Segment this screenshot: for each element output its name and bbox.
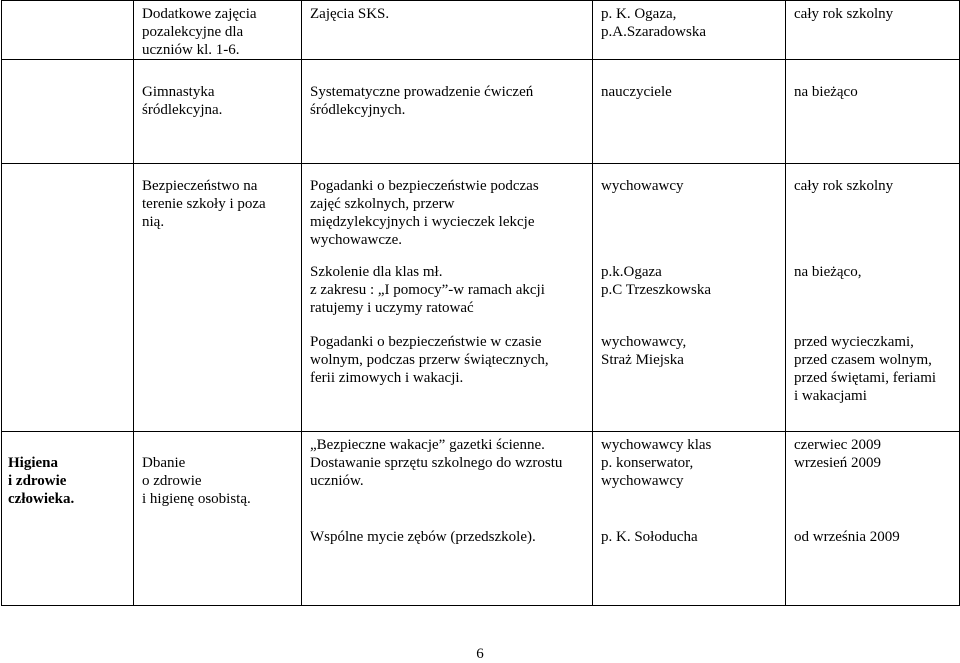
cell-text-line: Bezpieczeństwo na <box>142 178 258 194</box>
cell-text-line: z zakresu : „I pomocy”-w ramach akcji <box>310 282 545 298</box>
page-number: 6 <box>476 646 484 662</box>
cell-when <box>786 432 960 606</box>
cell-topic <box>134 432 302 606</box>
cell-text-line: nią. <box>142 214 165 230</box>
cell-text-line: Straż Miejska <box>601 352 684 368</box>
cell-area <box>2 60 134 164</box>
cell-text-line: wychowawcy, <box>601 334 687 350</box>
cell-text-line: p.k.Ogaza <box>601 264 662 280</box>
table-row <box>2 164 960 432</box>
cell-text-line: wychowawcze. <box>310 232 403 248</box>
cell-area <box>2 432 134 606</box>
cell-area <box>2 1 134 60</box>
cell-text-line: na bieżąco, <box>794 264 862 280</box>
cell-who <box>593 164 786 432</box>
cell-topic <box>134 164 302 432</box>
cell-area <box>2 164 134 432</box>
cell-text-line: Dodatkowe zajęcia <box>142 6 257 22</box>
cell-text-line: p.C Trzeszkowska <box>601 282 712 298</box>
cell-text-line: cały rok szkolny <box>794 6 894 22</box>
cell-text-line: nauczyciele <box>601 84 672 100</box>
cell-text-line: pozalekcyjne dla <box>142 24 244 40</box>
table-row <box>2 432 960 606</box>
cell-text-line: od września 2009 <box>794 529 900 545</box>
cell-text-line: przed czasem wolnym, <box>794 352 932 368</box>
cell-text-line: cały rok szkolny <box>794 178 894 194</box>
cell-text-line: Szkolenie dla klas mł. <box>310 264 443 280</box>
cell-text-line: Dostawanie sprzętu szkolnego do wzrostu <box>310 455 563 471</box>
cell-task <box>302 164 593 432</box>
cell-task <box>302 1 593 60</box>
cell-who <box>593 432 786 606</box>
cell-text-line: na bieżąco <box>794 84 858 100</box>
cell-text-line: przed wycieczkami, <box>794 334 914 350</box>
cell-text-line: wychowawcy <box>601 178 684 194</box>
cell-topic <box>134 60 302 164</box>
cell-text-line: wrzesień 2009 <box>794 455 882 471</box>
plan-table <box>1 0 960 606</box>
cell-text-line: Dbanie <box>142 455 186 471</box>
cell-text-line: międzylekcyjnych i wycieczek lekcje <box>310 214 535 230</box>
cell-task <box>302 60 593 164</box>
cell-text-line: śródlekcyjna. <box>142 102 223 118</box>
cell-text-line: Zajęcia SKS. <box>310 6 390 22</box>
cell-text-line: wolnym, podczas przerw świątecznych, <box>310 352 549 368</box>
cell-text-line: człowieka. <box>8 491 75 507</box>
cell-text-line: Pogadanki o bezpieczeństwie w czasie <box>310 334 542 350</box>
cell-text-line: Pogadanki o bezpieczeństwie podczas <box>310 178 539 194</box>
cell-text-line: wychowawcy klas <box>601 437 712 453</box>
cell-text-line: i wakacjami <box>794 388 867 404</box>
cell-text-line: „Bezpieczne wakacje” gazetki ścienne. <box>310 437 545 453</box>
cell-when <box>786 1 960 60</box>
cell-when <box>786 164 960 432</box>
cell-text-line: uczniów. <box>310 473 364 489</box>
cell-text-line: czerwiec 2009 <box>794 437 882 453</box>
cell-topic <box>134 1 302 60</box>
cell-text-line: terenie szkoły i poza <box>142 196 266 212</box>
table-row <box>2 60 960 164</box>
cell-text-line: uczniów kl. 1-6. <box>142 42 240 58</box>
cell-text-line: śródlekcyjnych. <box>310 102 406 118</box>
cell-text-line: o zdrowie <box>142 473 202 489</box>
cell-text-line: Gimnastyka <box>142 84 215 100</box>
cell-text-line: Higiena <box>8 455 59 471</box>
cell-text-line: i zdrowie <box>8 473 67 489</box>
cell-text-line: Systematyczne prowadzenie ćwiczeń <box>310 84 534 100</box>
cell-text-line: przed świętami, feriami <box>794 370 937 386</box>
cell-who <box>593 60 786 164</box>
cell-text-line: p. konserwator, <box>601 455 694 471</box>
cell-text-line: Wspólne mycie zębów (przedszkole). <box>310 529 536 545</box>
cell-text-line: ferii zimowych i wakacji. <box>310 370 464 386</box>
cell-text-line: wychowawcy <box>601 473 684 489</box>
cell-when <box>786 60 960 164</box>
cell-text-line: ratujemy i uczymy ratować <box>310 300 474 316</box>
cell-task <box>302 432 593 606</box>
cell-text-line: zajęć szkolnych, przerw <box>310 196 455 212</box>
cell-text-line: p.A.Szaradowska <box>601 24 706 40</box>
cell-text-line: i higienę osobistą. <box>142 491 251 507</box>
cell-text-line: p. K. Sołoducha <box>601 529 698 545</box>
cell-text-line: p. K. Ogaza, <box>601 6 677 22</box>
cell-who <box>593 1 786 60</box>
table-row <box>2 1 960 60</box>
